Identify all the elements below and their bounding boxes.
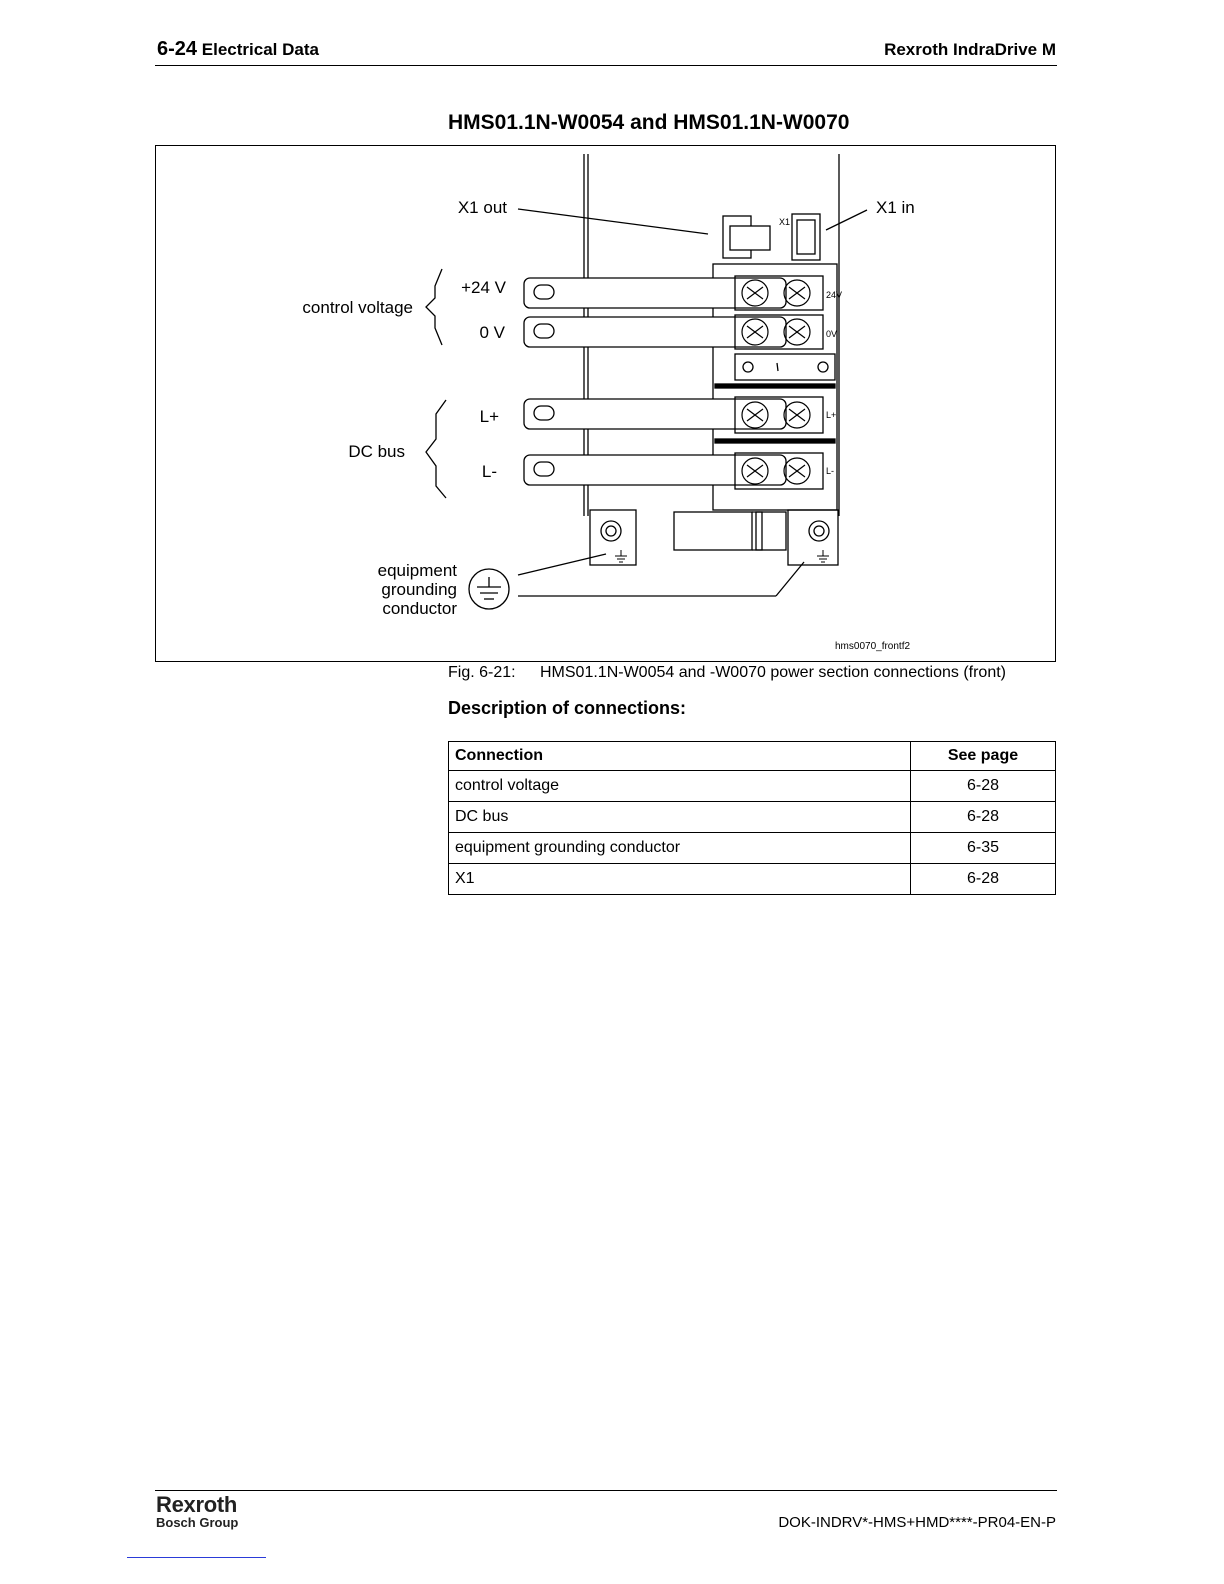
cell-connection: control voltage [449,771,911,802]
marking-l-minus: L- [826,466,835,476]
dc-bus-bracket [426,400,446,498]
label-control-voltage: control voltage [302,298,413,317]
cell-page: 6-28 [911,864,1056,895]
marking-24v: 24V [826,290,843,300]
table-row [449,864,1056,895]
power-section-drawing [156,146,1056,662]
label-egc-line1: equipment [377,561,457,580]
table-row [449,833,1056,864]
figure-title: HMS01.1N-W0054 and HMS01.1N-W0070 [448,111,850,134]
rexroth-logo [156,1493,238,1530]
connection-diagram [155,145,1056,662]
label-l-plus: L+ [479,407,499,426]
control-voltage-bracket [426,269,442,345]
header-connection: Connection [449,742,911,771]
description-heading: Description of connections: [448,698,687,718]
logo-brand: Rexroth [156,1492,238,1517]
caption-number: Fig. 6-21: [448,664,516,681]
label-l-minus: L- [481,462,497,481]
header-divider [155,65,1057,66]
cell-page: 6-28 [911,771,1056,802]
label-egc-line3: conductor [382,599,457,618]
connections-table [448,741,1056,895]
logo-group: Bosch Group [156,1515,239,1531]
page-header-left [157,38,319,61]
x1-marking: X1 [779,217,791,227]
page-number: 6-24 [157,38,198,60]
cell-connection: DC bus [449,802,911,833]
label-dc-bus: DC bus [348,442,405,461]
image-id: hms0070_frontf2 [835,641,911,652]
label-egc-line2: grounding [381,580,457,599]
marking-l-plus: L+ [826,410,837,420]
label-x1-out: X1 out [457,198,507,217]
label-0v: 0 V [479,323,505,342]
marking-0v: 0V [826,329,838,339]
table-row [449,771,1056,802]
label-plus-24v: +24 V [461,278,506,297]
figure-caption [448,664,1006,682]
document-code: DOK-INDRV*-HMS+HMD****-PR04-EN-P [778,1514,1056,1531]
label-x1-in: X1 in [876,198,915,217]
cell-page: 6-35 [911,833,1056,864]
product-name: Rexroth IndraDrive M [884,40,1056,59]
header-see-page: See page [911,742,1056,771]
cell-connection: X1 [449,864,911,895]
link-underline[interactable] [127,1557,266,1558]
table-row [449,802,1056,833]
cell-page: 6-28 [911,802,1056,833]
ground-symbol-icon [469,569,509,609]
table-header-row [449,742,1056,771]
footer-divider [155,1490,1057,1491]
caption-text: HMS01.1N-W0054 and -W0070 power section connections (front) [540,664,1006,681]
section-title: Electrical Data [201,40,319,59]
cell-connection: equipment grounding conductor [449,833,911,864]
